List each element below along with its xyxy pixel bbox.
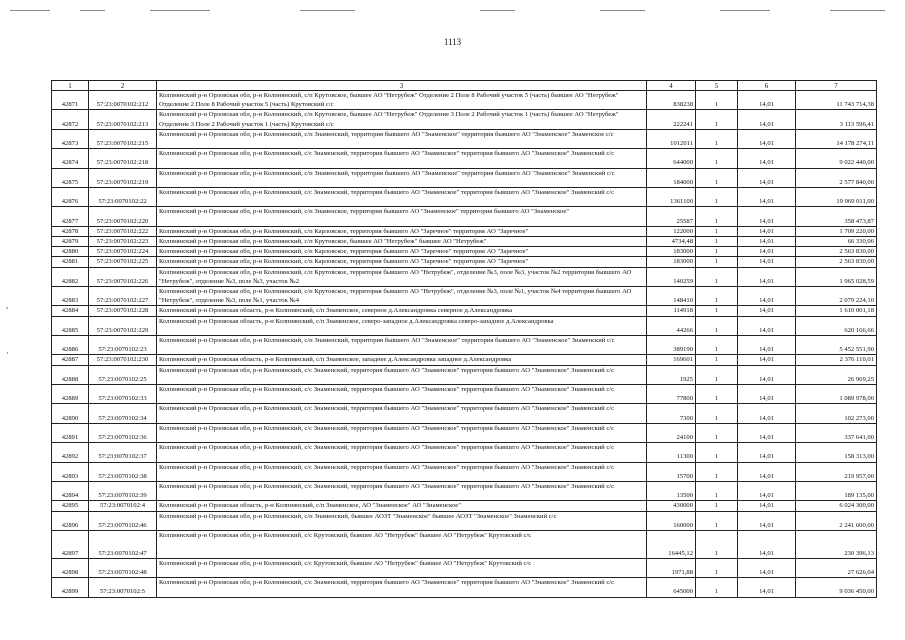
count-value: 1 <box>696 365 738 384</box>
location-description: Колпнянский р-н Орловская обл, р-н Колпнянский, с/п Крутовское, территория бывшего АО "Нетрубеж", отделение №3, поле №1, участок №4 территория бывшего АО "Нетрубеж", отделение №3, поле №1, участок №4 <box>157 286 647 305</box>
cadastral-number: 57:23:0070102:39 <box>89 481 157 500</box>
cadastral-number: 57:23:0070102:225 <box>89 257 157 267</box>
rate-value: 14,01 <box>738 257 796 267</box>
table-row <box>52 578 877 597</box>
table-row <box>52 286 877 305</box>
table-row <box>52 404 877 423</box>
cadastral-register-table <box>51 80 877 598</box>
location-description: Колпнянский р-н Орловская обл, р-н Колпнянский, с/с Знаменский, территория бывшего АО "Знаменское" территория бывшего АО "Знаменское" Знаменский с/с <box>157 462 647 481</box>
cadastral-value: 3 113 596,41 <box>796 110 877 129</box>
cadastral-number: 57:23:0070102:47 <box>89 530 157 558</box>
location-description: Колпнянский р-н Орловская обл, р-н Колпнянский, с/п Карловское, территория бывшего АО "Заречное" территория АО "Заречное" <box>157 257 647 267</box>
area-value: 44266 <box>647 316 696 335</box>
table-body <box>52 91 877 598</box>
cadastral-number: 57:23:0070102:23 <box>89 335 157 354</box>
area-value: 4734,48 <box>647 236 696 246</box>
cadastral-number: 57:23:0070102:230 <box>89 355 157 365</box>
location-description: Колпнянский р-н Орловская область, р-н Колпнянский, с/п Знаменское, северо-западное д.Александровка северо-западное д.Александровка <box>157 316 647 335</box>
cadastral-number: 57:23:0070102:218 <box>89 149 157 168</box>
column-header: 3 <box>157 81 647 91</box>
table-row <box>52 443 877 462</box>
table-row <box>52 423 877 442</box>
area-value: 430000 <box>647 501 696 511</box>
table-row <box>52 316 877 335</box>
rate-value: 14,01 <box>738 168 796 187</box>
table-row <box>52 149 877 168</box>
rate-value: 14,01 <box>738 207 796 226</box>
location-description: Колпнянский р-н Орловская обл, р-н Колпнянский, с/с Знаменский, территория бывшего АО "Знаменское" территория бывшего АО "Знаменское" Знаменский с/с <box>157 365 647 384</box>
rate-value: 14,01 <box>738 365 796 384</box>
margin-mark: · <box>6 348 9 358</box>
cadastral-number: 57:23:0070102:37 <box>89 443 157 462</box>
count-value: 1 <box>696 247 738 257</box>
cadastral-number: 57:23:0070102:212 <box>89 91 157 110</box>
area-value: 160000 <box>647 511 696 530</box>
area-value: 1361100 <box>647 187 696 206</box>
cadastral-number: 57:23:0070102:224 <box>89 247 157 257</box>
cadastral-number: 57:23:0070102:33 <box>89 384 157 403</box>
record-number: 42886 <box>52 335 89 354</box>
record-number: 42889 <box>52 384 89 403</box>
location-description: Колпнянский р-н Орловская обл, р-н Колпнянский, с/п Знаменский, бывшее АОЗТ "Знаменское" бывшее АОЗТ "Знаменское" Знаменский с/с <box>157 511 647 530</box>
location-description: Колпнянский р-н Орловская область, р-н Колпнянский, с/п Знаменское, западнее д.Александровка западнее д.Александровка <box>157 355 647 365</box>
count-value: 1 <box>696 481 738 500</box>
rate-value: 14,01 <box>738 443 796 462</box>
area-value: 140259 <box>647 267 696 286</box>
record-number: 42893 <box>52 462 89 481</box>
table-row <box>52 257 877 267</box>
count-value: 1 <box>696 530 738 558</box>
rate-value: 14,01 <box>738 226 796 236</box>
rate-value: 14,01 <box>738 558 796 577</box>
rate-value: 14,01 <box>738 355 796 365</box>
table-row <box>52 355 877 365</box>
rate-value: 14,01 <box>738 91 796 110</box>
table-row <box>52 110 877 129</box>
record-number: 42895 <box>52 501 89 511</box>
rate-value: 14,01 <box>738 267 796 286</box>
area-value: 7300 <box>647 404 696 423</box>
cadastral-number: 57:23:0070102:25 <box>89 365 157 384</box>
table-row <box>52 207 877 226</box>
scan-artifacts <box>0 10 905 18</box>
record-number: 42890 <box>52 404 89 423</box>
table-row <box>52 236 877 246</box>
rate-value: 14,01 <box>738 481 796 500</box>
area-value: 15700 <box>647 462 696 481</box>
rate-value: 14,01 <box>738 236 796 246</box>
table-row <box>52 335 877 354</box>
location-description: Колпнянский р-н Орловская обл, р-н Колпнянский, с/п Крутовское, территория бывшего АО "Нетрубеж", отделение №3, поле №3, участок №2 территория бывшего АО "Нетрубеж", отделение №3, поле №3, участок №2 <box>157 267 647 286</box>
cadastral-value: 11 743 714,38 <box>796 91 877 110</box>
record-number: 42892 <box>52 443 89 462</box>
count-value: 1 <box>696 257 738 267</box>
location-description: Колпнянский р-н Орловская обл, р-н Колпнянский, с/с Знаменский, территория бывшего АО "Знаменское" территория бывшего АО "Знаменское" Знаменский с/с <box>157 149 647 168</box>
record-number: 42874 <box>52 149 89 168</box>
table-row <box>52 558 877 577</box>
record-number: 42898 <box>52 558 89 577</box>
table-header-row <box>52 81 877 91</box>
record-number: 42887 <box>52 355 89 365</box>
location-description: Колпнянский р-н Орловская обл, р-н Колпнянский, с/с Знаменский, территория бывшего АО "Знаменское" территория бывшего АО "Знаменское" Знаменский с/с <box>157 481 647 500</box>
rate-value: 14,01 <box>738 149 796 168</box>
count-value: 1 <box>696 511 738 530</box>
cadastral-number: 57:23:0070102:36 <box>89 423 157 442</box>
cadastral-value: 9 036 450,00 <box>796 578 877 597</box>
record-number: 42879 <box>52 236 89 246</box>
count-value: 1 <box>696 286 738 305</box>
cadastral-number: 57:23:0070102:215 <box>89 129 157 148</box>
location-description: Колпнянский р-н Орловская обл, р-н Колпнянский, с/с Крутовский, бывшее АО "Нетрубеж" бывшее АО "Нетрубеж" Крутовский с/с <box>157 558 647 577</box>
cadastral-number: 57:23:0070102:34 <box>89 404 157 423</box>
record-number: 42885 <box>52 316 89 335</box>
table-row <box>52 91 877 110</box>
table-row <box>52 384 877 403</box>
rate-value: 14,01 <box>738 247 796 257</box>
cadastral-value: 6 024 300,00 <box>796 501 877 511</box>
area-value: 24100 <box>647 423 696 442</box>
cadastral-value: 620 166,66 <box>796 316 877 335</box>
table-row <box>52 247 877 257</box>
location-description: Колпнянский р-н Орловская обл, р-н Колпнянский, с/с Знаменский, территория бывшего АО "Знаменское" территория бывшего АО "Знаменское" Знаменский с/с <box>157 404 647 423</box>
record-number: 42872 <box>52 110 89 129</box>
cadastral-value: 358 473,87 <box>796 207 877 226</box>
location-description: Колпнянский р-н Орловская обл, р-н Колпнянский, с/п Знаменский, территория бывшего АО "Знаменское" территория бывшего АО "Знаменское" Знаменский с/с <box>157 335 647 354</box>
cadastral-number: 57:23:0070102:228 <box>89 306 157 316</box>
count-value: 1 <box>696 236 738 246</box>
cadastral-value: 2 079 224,10 <box>796 286 877 305</box>
count-value: 1 <box>696 578 738 597</box>
cadastral-value: 5 452 551,90 <box>796 335 877 354</box>
cadastral-value: 1 965 028,59 <box>796 267 877 286</box>
area-value: 114918 <box>647 306 696 316</box>
column-header: 6 <box>738 81 796 91</box>
cadastral-number: 57:23:0070102:220 <box>89 207 157 226</box>
area-value: 645000 <box>647 578 696 597</box>
area-value: 169601 <box>647 355 696 365</box>
table-row <box>52 168 877 187</box>
area-value: 838238 <box>647 91 696 110</box>
cadastral-number: 57:23:0070102:22 <box>89 187 157 206</box>
cadastral-value: 1 089 978,00 <box>796 384 877 403</box>
margin-mark: , <box>6 300 9 310</box>
count-value: 1 <box>696 306 738 316</box>
record-number: 42897 <box>52 530 89 558</box>
column-header: 5 <box>696 81 738 91</box>
table-row <box>52 187 877 206</box>
count-value: 1 <box>696 355 738 365</box>
count-value: 1 <box>696 443 738 462</box>
count-value: 1 <box>696 335 738 354</box>
area-value: 25587 <box>647 207 696 226</box>
record-number: 42891 <box>52 423 89 442</box>
rate-value: 14,01 <box>738 578 796 597</box>
location-description: Колпнянский р-н Орловская обл, р-н Колпнянский, с/с Знаменский, территория бывшего АО "Знаменское" территория бывшего АО "Знаменское" Знаменский с/с <box>157 578 647 597</box>
area-value: 77800 <box>647 384 696 403</box>
count-value: 1 <box>696 129 738 148</box>
record-number: 42877 <box>52 207 89 226</box>
cadastral-number: 57:23:0070102:38 <box>89 462 157 481</box>
record-number: 42871 <box>52 91 89 110</box>
count-value: 1 <box>696 558 738 577</box>
area-value: 222241 <box>647 110 696 129</box>
cadastral-value: 189 135,00 <box>796 481 877 500</box>
location-description: Колпнянский р-н Орловская обл, р-н Колпнянский, с/с Крутовский, бывшее АО "Нетрубеж" бывшее АО "Нетрубеж" Крутовский с/с <box>157 530 647 558</box>
record-number: 42882 <box>52 267 89 286</box>
cadastral-value: 102 273,00 <box>796 404 877 423</box>
cadastral-value: 158 313,00 <box>796 443 877 462</box>
location-description: Колпнянский р-н Орловская обл, р-н Колпнянский, с/с Знаменский, территория бывшего АО "Знаменское" территория бывшего АО "Знаменское" Знаменский с/с <box>157 423 647 442</box>
record-number: 42873 <box>52 129 89 148</box>
area-value: 13500 <box>647 481 696 500</box>
count-value: 1 <box>696 226 738 236</box>
location-description: Колпнянский р-н Орловская обл, р-н Колпнянский, с/п Знаменский, территория бывшего АО "Знаменское" территория бывшего АО "Знаменское" Знаменское с/с <box>157 129 647 148</box>
cadastral-value: 66 330,06 <box>796 236 877 246</box>
location-description: Колпнянский р-н Орловская обл, р-н Колпнянский, с/п Карловское, территория бывшего АО "Заречное" территория АО "Заречное" <box>157 247 647 257</box>
cadastral-number: 57:23:0070102:48 <box>89 558 157 577</box>
cadastral-value: 26 969,25 <box>796 365 877 384</box>
count-value: 1 <box>696 316 738 335</box>
cadastral-value: 19 069 011,00 <box>796 187 877 206</box>
record-number: 42894 <box>52 481 89 500</box>
cadastral-number: 57:23:0070102:229 <box>89 316 157 335</box>
table-row <box>52 129 877 148</box>
record-number: 42880 <box>52 247 89 257</box>
count-value: 1 <box>696 91 738 110</box>
cadastral-value: 337 641,00 <box>796 423 877 442</box>
table-row <box>52 306 877 316</box>
cadastral-number: 57:23:0070102:46 <box>89 511 157 530</box>
count-value: 1 <box>696 423 738 442</box>
location-description: Колпнянский р-н Орловская обл, р-н Колпнянский, с/п Крутовское, бывшее АО "Нетрубеж" бывшее АО "Нетрубеж" <box>157 236 647 246</box>
area-value: 644000 <box>647 149 696 168</box>
cadastral-value: 1 610 001,18 <box>796 306 877 316</box>
area-value: 1012011 <box>647 129 696 148</box>
cadastral-number: 57:23:0070102:4 <box>89 501 157 511</box>
rate-value: 14,01 <box>738 187 796 206</box>
record-number: 42888 <box>52 365 89 384</box>
count-value: 1 <box>696 501 738 511</box>
record-number: 42875 <box>52 168 89 187</box>
count-value: 1 <box>696 110 738 129</box>
table-row <box>52 511 877 530</box>
location-description: Колпнянский р-н Орловская обл, р-н Колпнянский, с/п Крутовское, бывшее АО "Нетрубеж" Отделение 3 Поле 2 Рабочий участок 1 (часть) бывшее АО "Нетрубеж" Отделение 3 Поле 2 Рабочий участок 1 (часть) Крутовский с/с <box>157 110 647 129</box>
rate-value: 14,01 <box>738 384 796 403</box>
location-description: Колпнянский р-н Орловская обл, р-н Колпнянский, с/п Знаменское, территория бывшего АО "Знаменское" территория бывшего АО "Знаменское" <box>157 207 647 226</box>
count-value: 1 <box>696 384 738 403</box>
table-row <box>52 462 877 481</box>
rate-value: 14,01 <box>738 511 796 530</box>
rate-value: 14,01 <box>738 335 796 354</box>
cadastral-number: 57:23:0070102:227 <box>89 286 157 305</box>
table-row <box>52 267 877 286</box>
area-value: 389190 <box>647 335 696 354</box>
cadastral-value: 14 178 274,11 <box>796 129 877 148</box>
column-header: 1 <box>52 81 89 91</box>
rate-value: 14,01 <box>738 530 796 558</box>
location-description: Колпнянский р-н Орловская обл, р-н Колпнянский, с/п Знаменский, территория бывшего АО "Знаменское" территория бывшего АО "Знаменское" Знаменский с/с <box>157 168 647 187</box>
cadastral-value: 2 577 840,00 <box>796 168 877 187</box>
table-row <box>52 481 877 500</box>
cadastral-value: 2 563 830,00 <box>796 247 877 257</box>
table-row <box>52 501 877 511</box>
location-description: Колпнянский р-н Орловская область, р-н Колпнянский, с/п Знаменское, северное д.Александровка северное д.Александровка <box>157 306 647 316</box>
record-number: 42896 <box>52 511 89 530</box>
rate-value: 14,01 <box>738 501 796 511</box>
cadastral-number: 57:23:0070102:219 <box>89 168 157 187</box>
record-number: 42899 <box>52 578 89 597</box>
area-value: 122000 <box>647 226 696 236</box>
rate-value: 14,01 <box>738 286 796 305</box>
location-description: Колпнянский р-н Орловская обл, р-н Колпнянский, с/с Знаменский, территория бывшего АО "Знаменское" территория бывшего АО "Знаменское" Знаменский с/с <box>157 384 647 403</box>
location-description: Колпнянский р-н Орловская обл, р-н Колпнянский, с/с Знаменский, территория бывшего АО "Знаменское" территория бывшего АО "Знаменское" Знаменский с/с <box>157 187 647 206</box>
record-number: 42878 <box>52 226 89 236</box>
record-number: 42884 <box>52 306 89 316</box>
rate-value: 14,01 <box>738 316 796 335</box>
location-description: Колпнянский р-н Орловская область, р-н Колпнянский, с/п Знаменское, АО "Знаменское" АО "Знаменское" <box>157 501 647 511</box>
cadastral-number: 57:23:0070102:222 <box>89 226 157 236</box>
area-value: 184000 <box>647 168 696 187</box>
cadastral-value: 1 709 220,00 <box>796 226 877 236</box>
count-value: 1 <box>696 187 738 206</box>
count-value: 1 <box>696 149 738 168</box>
rate-value: 14,01 <box>738 423 796 442</box>
column-header: 7 <box>796 81 877 91</box>
area-value: 1925 <box>647 365 696 384</box>
area-value: 183000 <box>647 247 696 257</box>
column-header: 2 <box>89 81 157 91</box>
cadastral-value: 9 022 440,00 <box>796 149 877 168</box>
cadastral-number: 57:23:0070102:213 <box>89 110 157 129</box>
record-number: 42883 <box>52 286 89 305</box>
record-number: 42881 <box>52 257 89 267</box>
count-value: 1 <box>696 462 738 481</box>
page-number: 1113 <box>443 37 462 47</box>
location-description: Колпнянский р-н Орловская обл, р-н Колпнянский, с/с Знаменский, территория бывшего АО "Знаменское" территория бывшего АО "Знаменское" Знаменский с/с <box>157 443 647 462</box>
cadastral-number: 57:23:0070102:226 <box>89 267 157 286</box>
area-value: 183000 <box>647 257 696 267</box>
table-row <box>52 226 877 236</box>
cadastral-number: 57:23:0070102:223 <box>89 236 157 246</box>
location-description: Колпнянский р-н Орловская обл, р-н Колпнянский, с/п Карловское, территория бывшего АО "Заречное" территория АО "Заречное" <box>157 226 647 236</box>
table-row <box>52 530 877 558</box>
count-value: 1 <box>696 404 738 423</box>
cadastral-value: 2 563 830,00 <box>796 257 877 267</box>
rate-value: 14,01 <box>738 306 796 316</box>
cadastral-value: 2 376 110,01 <box>796 355 877 365</box>
column-header: 4 <box>647 81 696 91</box>
cadastral-value: 219 957,00 <box>796 462 877 481</box>
count-value: 1 <box>696 207 738 226</box>
cadastral-value: 230 396,13 <box>796 530 877 558</box>
rate-value: 14,01 <box>738 110 796 129</box>
rate-value: 14,01 <box>738 129 796 148</box>
area-value: 11300 <box>647 443 696 462</box>
cadastral-number: 57:23:0070102:5 <box>89 578 157 597</box>
rate-value: 14,01 <box>738 404 796 423</box>
area-value: 16445,12 <box>647 530 696 558</box>
count-value: 1 <box>696 168 738 187</box>
count-value: 1 <box>696 267 738 286</box>
location-description: Колпнянский р-н Орловская обл, р-н Колпнянский, с/п Крутовское, бывшее АО "Нетрубеж" Отделение 2 Поле 8 Рабочий участок 5 (часть) бывшее АО "Нетрубеж" Отделение 2 Поле 8 Рабочий участок 5 (часть) Крутовский с/с <box>157 91 647 110</box>
area-value: 148410 <box>647 286 696 305</box>
area-value: 1971,88 <box>647 558 696 577</box>
record-number: 42876 <box>52 187 89 206</box>
cadastral-value: 27 626,04 <box>796 558 877 577</box>
table-row <box>52 365 877 384</box>
cadastral-value: 2 241 600,00 <box>796 511 877 530</box>
rate-value: 14,01 <box>738 462 796 481</box>
